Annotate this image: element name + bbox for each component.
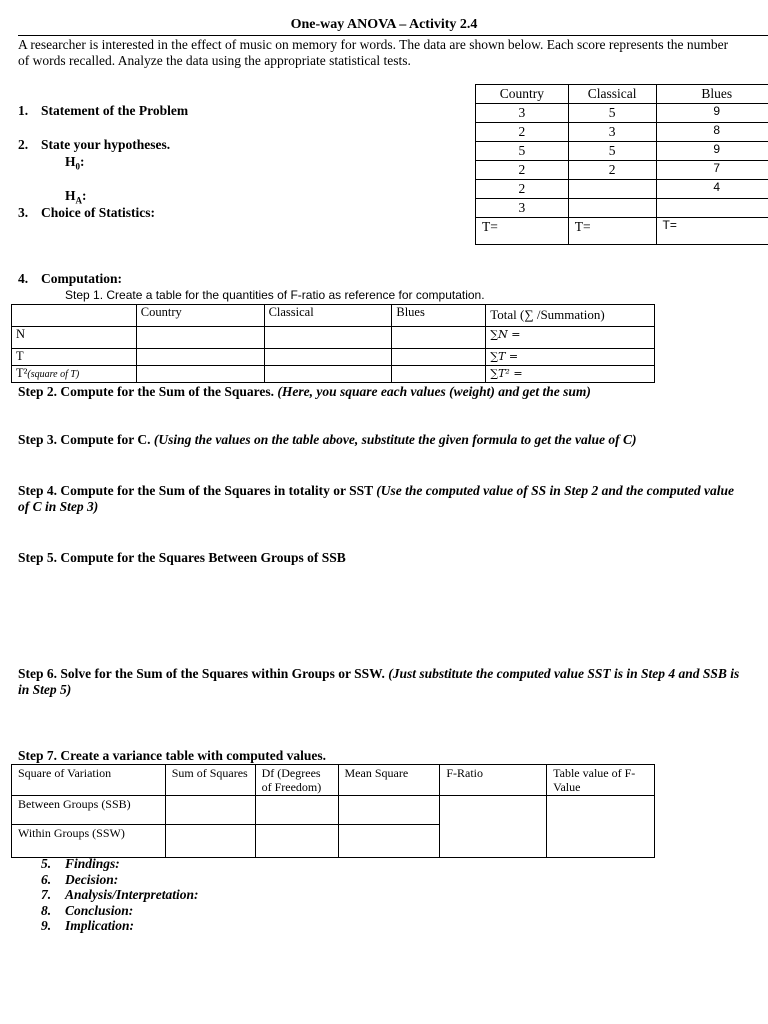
step-2: Step 2. Compute for the Sum of the Squares. (Here, you square each values (weight) and get the sum) [18, 384, 591, 399]
totals-row [476, 218, 768, 245]
music-data-table [475, 84, 768, 245]
table-row: Within Groups (SSW) [12, 825, 655, 858]
header-country: Country [476, 85, 569, 104]
table-row: 2 2 7 [476, 161, 768, 180]
list-item: 9. Implication: [41, 918, 135, 933]
header-classical: Classical [568, 85, 656, 104]
table-row: T ∑T = [12, 349, 655, 366]
list-item: 5. Findings: [41, 856, 120, 871]
variance-table [11, 764, 655, 858]
table-row: T²(square of T) ∑T² = [12, 366, 655, 383]
step-5: Step 5. Compute for the Squares Between Groups of SSB [18, 550, 346, 565]
item-number: 1. [18, 103, 29, 118]
table-header-row: Country Classical Blues Total (∑ /Summation) [12, 305, 655, 327]
header-blues: Blues [656, 85, 768, 104]
total-classical: T= [568, 218, 656, 245]
f-ratio-table [11, 304, 655, 383]
table-header-row: Square of Variation Sum of Squares Df (Degrees of Freedom) Mean Square F-Ratio Table value of F-Value [12, 765, 655, 796]
total-blues: T= [656, 218, 768, 245]
null-hypothesis: $H_0$: [65, 154, 85, 172]
page-title: One-way ANOVA – Activity 2.4 [290, 17, 478, 32]
table-row: 5 5 9 [476, 142, 768, 161]
table-header-row [476, 85, 768, 104]
item-label: State your hypotheses. [41, 137, 171, 152]
table-row: 3 5 9 [476, 104, 768, 123]
list-item: 8. Conclusion: [41, 902, 134, 918]
table-row: 2 3 8 [476, 123, 768, 142]
step-7: Step 7. Create a variance table with computed values. [18, 748, 326, 763]
intro-paragraph: A researcher is interested in the effect of music on memory for words. The data are shown below. Each score represents the number of words recalled. Analyze the data using the appropriate statistical tests. [18, 37, 729, 68]
table-row: N ∑N = [12, 327, 655, 349]
item-number: 4. [18, 271, 29, 286]
item-hypotheses [18, 137, 170, 153]
item-label: Computation: [41, 271, 123, 286]
total-country: T= [476, 218, 569, 245]
item-computation [18, 271, 122, 287]
step-3: Step 3. Compute for C. (Using the values on the table above, substitute the given formula to get the value of C) [18, 432, 637, 447]
final-items-list [41, 856, 199, 934]
item-label: Choice of Statistics: [41, 205, 155, 220]
item-number: 3. [18, 205, 29, 220]
step-6: Step 6. Solve for the Sum of the Squares within Groups or SSW. (Just substitute the computed value SST is in Step 4 and SSB is in Step 5) [18, 666, 740, 697]
item-choice [18, 205, 155, 221]
item-label: Statement of the Problem [41, 103, 189, 118]
list-item: 6. Decision: [41, 871, 119, 887]
list-item: 7. Analysis/Interpretation: [41, 887, 199, 902]
item-number: 2. [18, 137, 29, 152]
table-row: Between Groups (SSB) [12, 796, 655, 825]
step-4: Step 4. Compute for the Sum of the Squares in totality or SST (Use the computed value of SS in Step 2 and the computed value of C in Step 3) [18, 483, 735, 514]
step-1: Step 1. Create a table for the quantities of F-ratio as reference for computation. [65, 288, 485, 302]
title-rule [18, 35, 768, 36]
alternative-hypothesis: $H_A$: [65, 188, 87, 206]
item-statement [18, 103, 188, 119]
table-row: 2 4 [476, 180, 768, 199]
table-row: 3 [476, 199, 768, 218]
